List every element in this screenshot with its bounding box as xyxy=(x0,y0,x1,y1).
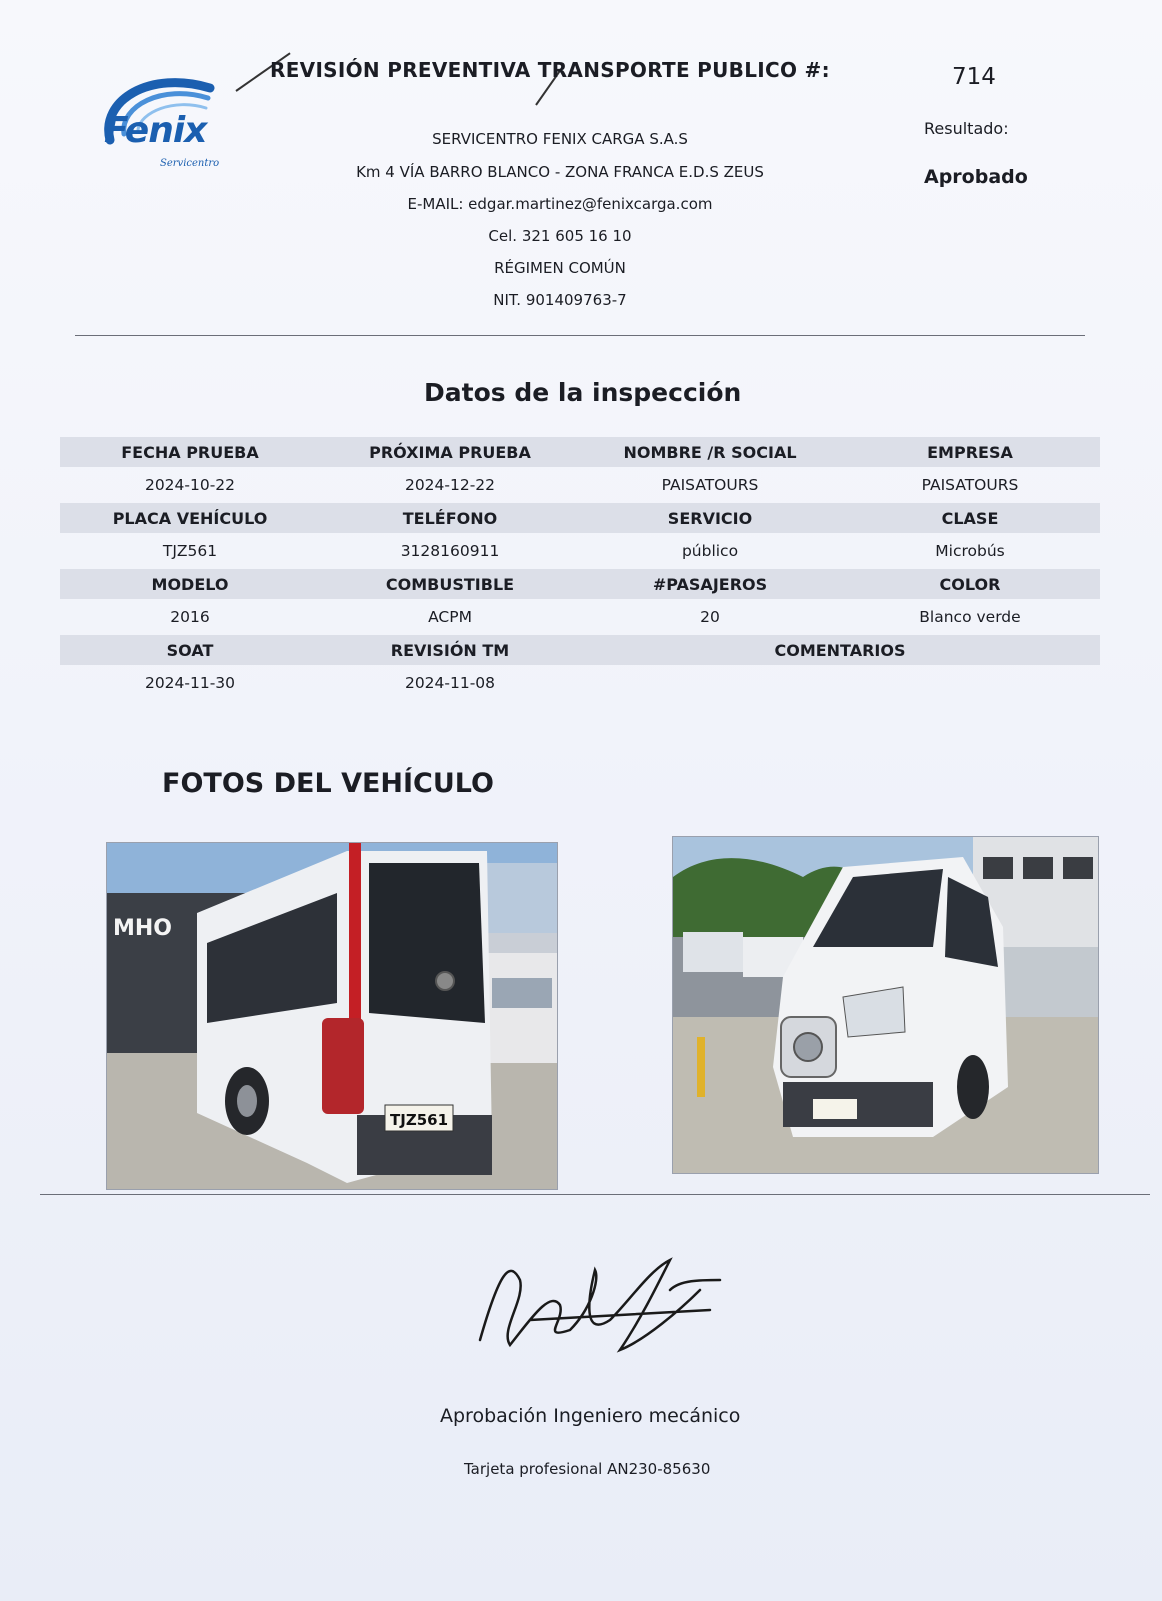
header-cell: COMENTARIOS xyxy=(774,640,906,660)
document-number: 714 xyxy=(952,64,996,90)
logo-brand: Fenix xyxy=(104,110,207,151)
document-title: REVISIÓN PREVENTIVA TRANSPORTE PUBLICO #: xyxy=(270,58,830,82)
company-email: E-MAIL: edgar.martinez@fenixcarga.com xyxy=(407,195,713,213)
signature-label: Aprobación Ingeniero mecánico xyxy=(440,1405,741,1427)
value-cell: 20 xyxy=(700,608,720,626)
result-label: Resultado: xyxy=(924,119,1009,138)
table-header-row xyxy=(60,635,1100,665)
header-cell: FECHA PRUEBA xyxy=(121,442,259,462)
rear-plate-text: TJZ561 xyxy=(390,1111,449,1129)
result-value: Aprobado xyxy=(924,166,1028,188)
header-cell: SERVICIO xyxy=(667,508,753,528)
vehicle-front-photo xyxy=(672,836,1099,1174)
engineer-signature-icon xyxy=(470,1250,730,1370)
header-cell: COMBUSTIBLE xyxy=(385,574,515,594)
inspection-table xyxy=(60,437,1100,701)
header-cell: PRÓXIMA PRUEBA xyxy=(369,442,531,462)
company-phone: Cel. 321 605 16 10 xyxy=(488,227,632,245)
value-cell: 2024-11-08 xyxy=(404,674,496,692)
professional-card: Tarjeta profesional AN230-85630 xyxy=(464,1460,711,1478)
header-cell: CLASE xyxy=(941,508,999,528)
company-nit: NIT. 901409763-7 xyxy=(493,291,627,309)
company-regime: RÉGIMEN COMÚN xyxy=(494,259,626,277)
value-cell: PAISATOURS xyxy=(921,476,1019,494)
value-cell: 2024-12-22 xyxy=(404,476,496,494)
table-header-row xyxy=(60,503,1100,533)
header-cell: REVISIÓN TM xyxy=(390,640,510,660)
vehicle-rear-photo xyxy=(106,842,558,1190)
company-name: SERVICENTRO FENIX CARGA S.A.S xyxy=(432,130,688,148)
header-cell: EMPRESA xyxy=(927,442,1013,462)
table-row xyxy=(60,665,1100,701)
value-cell: Microbús xyxy=(935,542,1005,560)
photos-divider xyxy=(40,1194,1150,1195)
value-cell: 2016 xyxy=(170,608,210,626)
header-cell: SOAT xyxy=(166,640,214,660)
company-address: Km 4 VÍA BARRO BLANCO - ZONA FRANCA E.D.S ZEUS xyxy=(356,163,764,181)
value-cell: TJZ561 xyxy=(162,542,218,560)
header-divider xyxy=(75,335,1085,336)
header-cell: #PASAJEROS xyxy=(652,574,768,594)
value-cell: 2024-11-30 xyxy=(144,674,236,692)
header-cell: PLACA VEHÍCULO xyxy=(112,508,268,528)
value-cell: 3128160911 xyxy=(400,542,500,560)
value-cell: Blanco verde xyxy=(919,608,1021,626)
table-header-row xyxy=(60,569,1100,599)
header-cell: MODELO xyxy=(151,574,229,594)
value-cell: PAISATOURS xyxy=(661,476,759,494)
header-cell: TELÉFONO xyxy=(402,508,498,528)
photos-title: FOTOS DEL VEHÍCULO xyxy=(162,768,494,799)
value-cell: público xyxy=(681,542,739,560)
table-header-row xyxy=(60,437,1100,467)
value-cell: ACPM xyxy=(428,608,472,626)
table-row xyxy=(60,533,1100,569)
value-cell: 2024-10-22 xyxy=(144,476,236,494)
fenix-logo xyxy=(90,70,240,170)
table-row xyxy=(60,467,1100,503)
header-cell: NOMBRE /R SOCIAL xyxy=(623,442,797,462)
table-row xyxy=(60,599,1100,635)
building-sign-text: MHO xyxy=(113,916,173,941)
inspection-title: Datos de la inspección xyxy=(424,378,742,407)
logo-subtitle: Servicentro xyxy=(160,158,220,169)
header-cell: COLOR xyxy=(939,574,1001,594)
